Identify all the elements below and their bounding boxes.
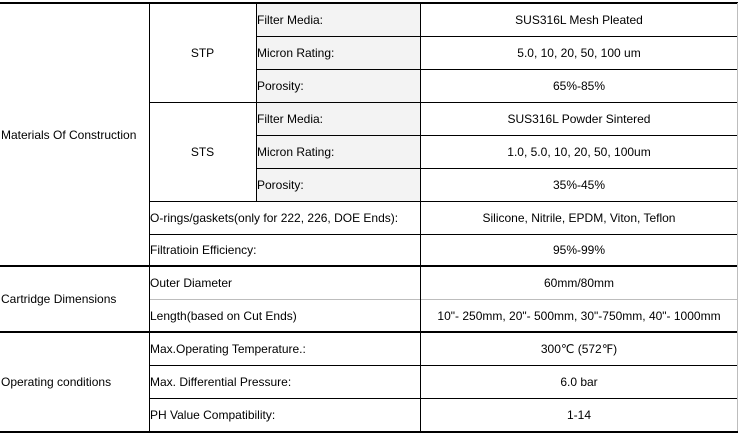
rule bbox=[149, 365, 738, 366]
rule-vertical bbox=[256, 3, 257, 201]
rule-vertical bbox=[420, 3, 421, 431]
sts-micron-rating-value: 1.0, 5.0, 10, 20, 50, 100um bbox=[507, 144, 651, 159]
sts-porosity-value: 35%-45% bbox=[552, 177, 606, 192]
stp-filter-media-value: SUS316L Mesh Pleated bbox=[515, 12, 643, 27]
rule bbox=[149, 234, 738, 235]
max-temp-value: 300℃ (572℉) bbox=[540, 341, 618, 356]
orings-label: O-rings/gaskets(only for 222, 226, DOE Ends): bbox=[150, 210, 399, 225]
section-cartridge-label: Cartridge Dimensions bbox=[1, 292, 117, 306]
stp-porosity-value: 65%-85% bbox=[552, 78, 606, 93]
sts-porosity-label: Porosity: bbox=[256, 168, 420, 201]
section-operating-label: Operating conditions bbox=[1, 374, 112, 389]
rule bbox=[256, 135, 738, 136]
group-stp-label: STP bbox=[190, 45, 215, 60]
ph-label: PH Value Compatibility: bbox=[150, 407, 276, 422]
sts-filter-media-label: Filter Media: bbox=[256, 102, 420, 135]
efficiency-label: Filtratioin Efficiency: bbox=[150, 243, 257, 257]
rule-section bbox=[0, 331, 738, 333]
rule bbox=[256, 168, 738, 169]
group-sts-label: STS bbox=[190, 144, 215, 159]
rule bbox=[149, 201, 738, 202]
sts-filter-media-value: SUS316L Powder Sintered bbox=[507, 111, 651, 126]
rule bbox=[149, 398, 738, 399]
rule-vertical bbox=[149, 3, 150, 431]
rule-section bbox=[0, 265, 738, 267]
rule bbox=[256, 69, 738, 70]
stp-filter-media-label: Filter Media: bbox=[256, 3, 420, 36]
rule bbox=[256, 36, 738, 37]
max-pressure-label: Max. Differential Pressure: bbox=[150, 374, 292, 389]
stp-micron-rating-value: 5.0, 10, 20, 50, 100 um bbox=[517, 45, 641, 60]
section-materials-label: Materials Of Construction bbox=[1, 127, 137, 142]
length-label: Length(based on Cut Ends) bbox=[150, 308, 297, 323]
rule bbox=[149, 299, 738, 300]
length-value: 10"- 250mm, 20"- 500mm, 30"-750mm, 40"- 1000mm bbox=[437, 308, 721, 323]
max-temp-label: Max.Operating Temperature.: bbox=[150, 341, 306, 356]
rule bbox=[149, 102, 738, 103]
stp-micron-rating-label: Micron Rating: bbox=[256, 36, 420, 69]
outer-diameter-label: Outer Diameter bbox=[150, 275, 233, 290]
sts-micron-rating-label: Micron Rating: bbox=[256, 135, 420, 168]
efficiency-value: 95%-99% bbox=[552, 243, 606, 257]
max-pressure-value: 6.0 bar bbox=[560, 374, 598, 389]
orings-value: Silicone, Nitrile, EPDM, Viton, Teflon bbox=[482, 210, 676, 225]
rule-bottom bbox=[0, 431, 738, 433]
rule-top bbox=[0, 2, 738, 4]
stp-porosity-label: Porosity: bbox=[256, 69, 420, 102]
ph-value: 1-14 bbox=[566, 407, 592, 422]
outer-diameter-value: 60mm/80mm bbox=[543, 275, 614, 290]
